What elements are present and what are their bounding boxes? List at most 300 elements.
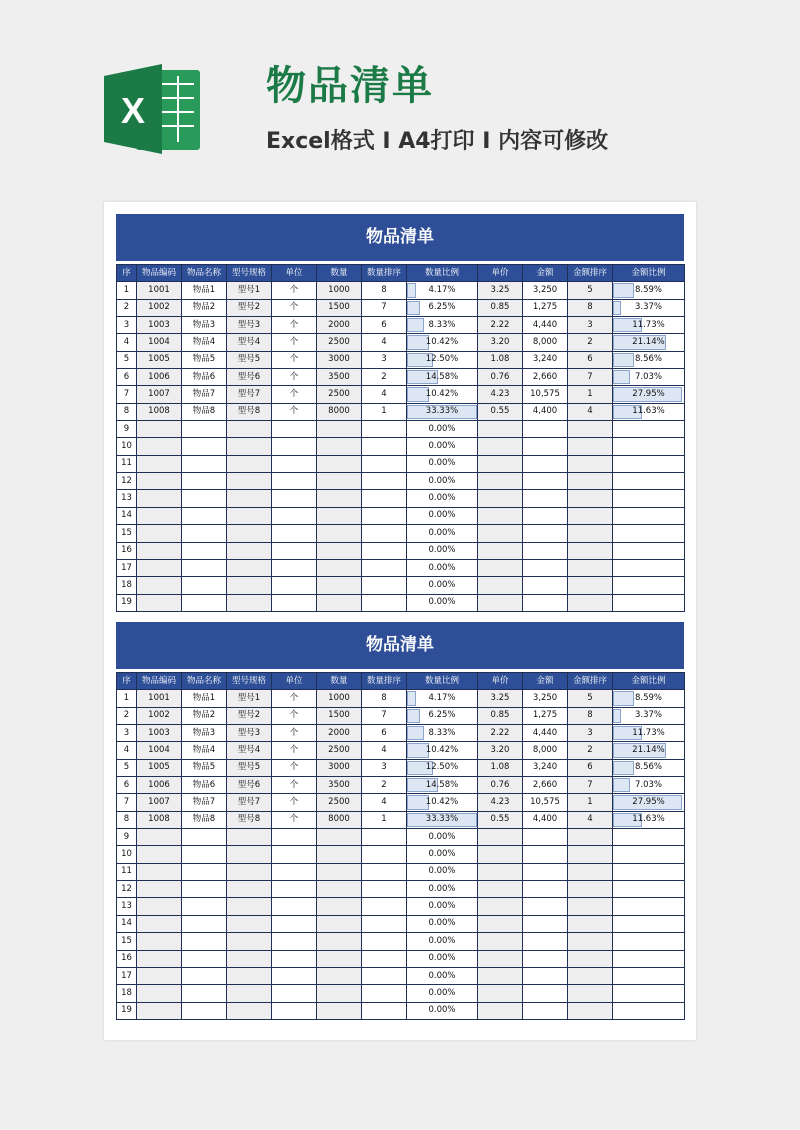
cell-amt-ratio[interactable] <box>613 759 685 776</box>
cell-amt-rank[interactable]: 6 <box>568 759 613 776</box>
cell-amt-rank[interactable] <box>568 473 613 490</box>
cell-amt-ratio[interactable] <box>613 542 685 559</box>
cell-amt-ratio[interactable] <box>613 577 685 594</box>
cell-qty-ratio[interactable] <box>407 317 478 334</box>
cell-model[interactable]: 型号6 <box>227 369 272 386</box>
cell-qty[interactable]: 2500 <box>317 334 362 351</box>
cell-price[interactable]: 4.23 <box>478 386 523 403</box>
cell-price[interactable] <box>478 985 523 1002</box>
cell-name[interactable]: 物品4 <box>182 334 227 351</box>
cell-qty[interactable]: 3500 <box>317 777 362 794</box>
cell-name[interactable]: 物品4 <box>182 742 227 759</box>
cell-qty[interactable] <box>317 933 362 950</box>
cell-amount[interactable]: 1,275 <box>523 707 568 724</box>
cell-qty-ratio[interactable] <box>407 846 478 863</box>
cell-amt-ratio[interactable] <box>613 421 685 438</box>
cell-unit[interactable]: 个 <box>272 282 317 299</box>
cell-qty-ratio[interactable] <box>407 742 478 759</box>
cell-qty-ratio[interactable] <box>407 282 478 299</box>
cell-code[interactable]: 1001 <box>137 282 182 299</box>
cell-qty-rank[interactable] <box>362 473 407 490</box>
cell-amt-ratio[interactable] <box>613 777 685 794</box>
cell-qty-rank[interactable]: 6 <box>362 725 407 742</box>
cell-price[interactable] <box>478 577 523 594</box>
cell-qty[interactable]: 3500 <box>317 369 362 386</box>
cell-unit[interactable] <box>272 455 317 472</box>
cell-qty[interactable] <box>317 881 362 898</box>
cell-amount[interactable] <box>523 829 568 846</box>
cell-amount[interactable]: 2,660 <box>523 777 568 794</box>
cell-qty-ratio[interactable] <box>407 933 478 950</box>
cell-model[interactable] <box>227 525 272 542</box>
cell-qty-rank[interactable]: 4 <box>362 386 407 403</box>
cell-amt-rank[interactable] <box>568 898 613 915</box>
cell-model[interactable]: 型号5 <box>227 351 272 368</box>
cell-amt-ratio[interactable] <box>613 525 685 542</box>
cell-qty-ratio[interactable] <box>407 707 478 724</box>
cell-qty-rank[interactable]: 2 <box>362 369 407 386</box>
cell-amt-ratio[interactable] <box>613 881 685 898</box>
cell-amount[interactable]: 10,575 <box>523 386 568 403</box>
cell-code[interactable]: 1003 <box>137 725 182 742</box>
cell-name[interactable] <box>182 559 227 576</box>
cell-price[interactable]: 0.55 <box>478 403 523 420</box>
cell-amt-rank[interactable]: 5 <box>568 282 613 299</box>
cell-model[interactable] <box>227 881 272 898</box>
cell-code[interactable]: 1003 <box>137 317 182 334</box>
cell-model[interactable] <box>227 473 272 490</box>
cell-code[interactable] <box>137 1002 182 1019</box>
cell-unit[interactable]: 个 <box>272 777 317 794</box>
cell-price[interactable]: 0.55 <box>478 811 523 828</box>
cell-price[interactable] <box>478 915 523 932</box>
cell-no[interactable]: 9 <box>117 829 137 846</box>
cell-price[interactable] <box>478 898 523 915</box>
cell-no[interactable]: 12 <box>117 473 137 490</box>
cell-code[interactable]: 1007 <box>137 794 182 811</box>
cell-model[interactable]: 型号4 <box>227 742 272 759</box>
cell-amt-ratio[interactable] <box>613 846 685 863</box>
cell-qty[interactable] <box>317 542 362 559</box>
cell-no[interactable]: 4 <box>117 742 137 759</box>
cell-name[interactable] <box>182 933 227 950</box>
cell-code[interactable]: 1008 <box>137 811 182 828</box>
cell-qty[interactable]: 3000 <box>317 759 362 776</box>
cell-no[interactable]: 1 <box>117 282 137 299</box>
cell-qty[interactable] <box>317 985 362 1002</box>
cell-no[interactable]: 5 <box>117 351 137 368</box>
cell-amount[interactable] <box>523 490 568 507</box>
cell-amount[interactable] <box>523 559 568 576</box>
cell-model[interactable] <box>227 542 272 559</box>
cell-amount[interactable]: 4,440 <box>523 317 568 334</box>
cell-qty[interactable] <box>317 594 362 611</box>
cell-name[interactable]: 物品1 <box>182 690 227 707</box>
cell-qty[interactable] <box>317 1002 362 1019</box>
cell-no[interactable]: 15 <box>117 933 137 950</box>
cell-amount[interactable] <box>523 898 568 915</box>
cell-amount[interactable] <box>523 455 568 472</box>
cell-qty-rank[interactable]: 8 <box>362 690 407 707</box>
cell-qty-rank[interactable] <box>362 985 407 1002</box>
cell-qty-ratio[interactable] <box>407 559 478 576</box>
cell-amount[interactable] <box>523 933 568 950</box>
cell-qty[interactable] <box>317 455 362 472</box>
cell-no[interactable]: 8 <box>117 403 137 420</box>
cell-qty-rank[interactable] <box>362 594 407 611</box>
cell-model[interactable] <box>227 967 272 984</box>
cell-qty[interactable] <box>317 525 362 542</box>
cell-amt-ratio[interactable] <box>613 829 685 846</box>
cell-code[interactable]: 1002 <box>137 707 182 724</box>
cell-amount[interactable] <box>523 473 568 490</box>
cell-unit[interactable] <box>272 542 317 559</box>
cell-qty-rank[interactable]: 7 <box>362 707 407 724</box>
cell-amount[interactable] <box>523 525 568 542</box>
cell-qty[interactable]: 2000 <box>317 317 362 334</box>
cell-code[interactable]: 1004 <box>137 334 182 351</box>
cell-price[interactable] <box>478 950 523 967</box>
cell-amt-rank[interactable] <box>568 846 613 863</box>
cell-amt-rank[interactable] <box>568 421 613 438</box>
cell-code[interactable] <box>137 881 182 898</box>
cell-qty-rank[interactable]: 1 <box>362 403 407 420</box>
cell-qty-rank[interactable] <box>362 967 407 984</box>
cell-code[interactable] <box>137 455 182 472</box>
cell-no[interactable]: 13 <box>117 898 137 915</box>
cell-qty-ratio[interactable] <box>407 725 478 742</box>
cell-no[interactable]: 1 <box>117 690 137 707</box>
cell-qty[interactable]: 2500 <box>317 742 362 759</box>
cell-amt-rank[interactable] <box>568 829 613 846</box>
cell-qty-rank[interactable]: 7 <box>362 299 407 316</box>
cell-qty-rank[interactable] <box>362 455 407 472</box>
cell-amount[interactable]: 8,000 <box>523 742 568 759</box>
cell-unit[interactable]: 个 <box>272 334 317 351</box>
cell-qty-rank[interactable] <box>362 438 407 455</box>
cell-amt-ratio[interactable] <box>613 351 685 368</box>
cell-qty[interactable] <box>317 950 362 967</box>
cell-code[interactable] <box>137 473 182 490</box>
cell-qty[interactable] <box>317 829 362 846</box>
cell-qty-ratio[interactable] <box>407 542 478 559</box>
cell-qty-ratio[interactable] <box>407 421 478 438</box>
cell-price[interactable] <box>478 846 523 863</box>
cell-unit[interactable] <box>272 829 317 846</box>
cell-code[interactable]: 1002 <box>137 299 182 316</box>
cell-code[interactable]: 1007 <box>137 386 182 403</box>
cell-amt-rank[interactable]: 8 <box>568 299 613 316</box>
cell-code[interactable] <box>137 507 182 524</box>
cell-amount[interactable]: 3,240 <box>523 351 568 368</box>
cell-qty-rank[interactable]: 2 <box>362 777 407 794</box>
cell-unit[interactable] <box>272 1002 317 1019</box>
cell-unit[interactable]: 个 <box>272 403 317 420</box>
cell-qty-ratio[interactable] <box>407 386 478 403</box>
cell-amt-rank[interactable]: 8 <box>568 707 613 724</box>
cell-amt-ratio[interactable] <box>613 967 685 984</box>
cell-qty-ratio[interactable] <box>407 403 478 420</box>
cell-no[interactable]: 11 <box>117 455 137 472</box>
cell-code[interactable]: 1004 <box>137 742 182 759</box>
cell-no[interactable]: 11 <box>117 863 137 880</box>
cell-amt-ratio[interactable] <box>613 386 685 403</box>
cell-model[interactable]: 型号2 <box>227 299 272 316</box>
cell-amount[interactable] <box>523 915 568 932</box>
cell-model[interactable] <box>227 933 272 950</box>
cell-qty[interactable]: 8000 <box>317 811 362 828</box>
cell-amt-rank[interactable]: 3 <box>568 317 613 334</box>
cell-amt-rank[interactable] <box>568 1002 613 1019</box>
cell-qty-ratio[interactable] <box>407 811 478 828</box>
cell-price[interactable]: 0.76 <box>478 777 523 794</box>
cell-model[interactable] <box>227 846 272 863</box>
cell-code[interactable] <box>137 829 182 846</box>
cell-qty[interactable] <box>317 473 362 490</box>
cell-qty-ratio[interactable] <box>407 759 478 776</box>
cell-unit[interactable] <box>272 933 317 950</box>
cell-unit[interactable]: 个 <box>272 351 317 368</box>
cell-model[interactable]: 型号8 <box>227 403 272 420</box>
cell-qty-ratio[interactable] <box>407 690 478 707</box>
cell-amt-ratio[interactable] <box>613 317 685 334</box>
cell-model[interactable] <box>227 577 272 594</box>
cell-qty[interactable] <box>317 490 362 507</box>
cell-qty[interactable]: 1500 <box>317 707 362 724</box>
cell-amt-ratio[interactable] <box>613 1002 685 1019</box>
cell-unit[interactable]: 个 <box>272 794 317 811</box>
cell-model[interactable]: 型号5 <box>227 759 272 776</box>
cell-model[interactable] <box>227 490 272 507</box>
cell-name[interactable]: 物品1 <box>182 282 227 299</box>
cell-qty-ratio[interactable] <box>407 507 478 524</box>
cell-qty[interactable]: 1500 <box>317 299 362 316</box>
cell-price[interactable]: 2.22 <box>478 317 523 334</box>
cell-price[interactable]: 3.25 <box>478 690 523 707</box>
cell-amt-rank[interactable]: 4 <box>568 403 613 420</box>
cell-no[interactable]: 8 <box>117 811 137 828</box>
cell-code[interactable]: 1006 <box>137 777 182 794</box>
cell-name[interactable]: 物品2 <box>182 299 227 316</box>
cell-model[interactable]: 型号1 <box>227 690 272 707</box>
cell-amt-rank[interactable] <box>568 455 613 472</box>
cell-unit[interactable] <box>272 473 317 490</box>
cell-model[interactable] <box>227 985 272 1002</box>
cell-amount[interactable]: 3,250 <box>523 282 568 299</box>
cell-qty-ratio[interactable] <box>407 525 478 542</box>
cell-name[interactable] <box>182 455 227 472</box>
cell-qty-rank[interactable] <box>362 525 407 542</box>
cell-qty-rank[interactable] <box>362 863 407 880</box>
cell-qty-rank[interactable] <box>362 577 407 594</box>
cell-qty[interactable]: 2500 <box>317 386 362 403</box>
cell-name[interactable] <box>182 577 227 594</box>
cell-qty[interactable] <box>317 915 362 932</box>
cell-amt-ratio[interactable] <box>613 742 685 759</box>
cell-no[interactable]: 18 <box>117 985 137 1002</box>
cell-qty-rank[interactable] <box>362 1002 407 1019</box>
cell-unit[interactable] <box>272 915 317 932</box>
cell-unit[interactable] <box>272 950 317 967</box>
cell-amt-rank[interactable]: 2 <box>568 334 613 351</box>
cell-unit[interactable] <box>272 967 317 984</box>
cell-qty-rank[interactable] <box>362 490 407 507</box>
cell-name[interactable]: 物品7 <box>182 794 227 811</box>
cell-name[interactable] <box>182 881 227 898</box>
cell-amt-ratio[interactable] <box>613 282 685 299</box>
cell-price[interactable]: 1.08 <box>478 759 523 776</box>
cell-qty[interactable]: 2500 <box>317 794 362 811</box>
cell-name[interactable] <box>182 507 227 524</box>
cell-model[interactable]: 型号8 <box>227 811 272 828</box>
cell-amt-ratio[interactable] <box>613 933 685 950</box>
cell-no[interactable]: 12 <box>117 881 137 898</box>
cell-price[interactable] <box>478 829 523 846</box>
cell-qty-ratio[interactable] <box>407 915 478 932</box>
cell-amt-ratio[interactable] <box>613 490 685 507</box>
cell-name[interactable] <box>182 490 227 507</box>
cell-no[interactable]: 15 <box>117 525 137 542</box>
cell-model[interactable] <box>227 898 272 915</box>
cell-amt-rank[interactable] <box>568 438 613 455</box>
cell-amt-ratio[interactable] <box>613 950 685 967</box>
cell-qty-ratio[interactable] <box>407 369 478 386</box>
cell-amt-ratio[interactable] <box>613 811 685 828</box>
cell-price[interactable]: 4.23 <box>478 794 523 811</box>
cell-model[interactable] <box>227 950 272 967</box>
cell-name[interactable] <box>182 594 227 611</box>
cell-name[interactable] <box>182 421 227 438</box>
cell-amt-rank[interactable]: 1 <box>568 794 613 811</box>
cell-qty-ratio[interactable] <box>407 794 478 811</box>
cell-amount[interactable] <box>523 542 568 559</box>
cell-code[interactable]: 1005 <box>137 351 182 368</box>
cell-unit[interactable]: 个 <box>272 317 317 334</box>
cell-code[interactable]: 1006 <box>137 369 182 386</box>
cell-unit[interactable] <box>272 507 317 524</box>
cell-amount[interactable] <box>523 967 568 984</box>
cell-qty-rank[interactable] <box>362 507 407 524</box>
cell-model[interactable]: 型号3 <box>227 725 272 742</box>
cell-no[interactable]: 2 <box>117 707 137 724</box>
cell-qty-rank[interactable]: 8 <box>362 282 407 299</box>
cell-unit[interactable] <box>272 898 317 915</box>
cell-qty-rank[interactable] <box>362 915 407 932</box>
cell-qty-rank[interactable] <box>362 542 407 559</box>
cell-model[interactable] <box>227 438 272 455</box>
cell-amt-ratio[interactable] <box>613 690 685 707</box>
cell-name[interactable] <box>182 525 227 542</box>
cell-code[interactable]: 1005 <box>137 759 182 776</box>
cell-amt-ratio[interactable] <box>613 863 685 880</box>
cell-code[interactable] <box>137 438 182 455</box>
cell-code[interactable] <box>137 525 182 542</box>
cell-amt-rank[interactable] <box>568 507 613 524</box>
cell-name[interactable] <box>182 863 227 880</box>
cell-no[interactable]: 13 <box>117 490 137 507</box>
cell-name[interactable]: 物品6 <box>182 777 227 794</box>
cell-qty[interactable]: 2000 <box>317 725 362 742</box>
cell-no[interactable]: 3 <box>117 317 137 334</box>
cell-price[interactable] <box>478 542 523 559</box>
cell-unit[interactable]: 个 <box>272 725 317 742</box>
cell-amt-ratio[interactable] <box>613 559 685 576</box>
cell-qty-rank[interactable]: 4 <box>362 742 407 759</box>
cell-no[interactable]: 10 <box>117 846 137 863</box>
cell-unit[interactable]: 个 <box>272 707 317 724</box>
cell-no[interactable]: 6 <box>117 369 137 386</box>
cell-no[interactable]: 4 <box>117 334 137 351</box>
cell-code[interactable] <box>137 577 182 594</box>
cell-amt-rank[interactable]: 2 <box>568 742 613 759</box>
cell-name[interactable]: 物品8 <box>182 403 227 420</box>
cell-amt-rank[interactable] <box>568 863 613 880</box>
cell-amt-ratio[interactable] <box>613 403 685 420</box>
cell-qty-ratio[interactable] <box>407 881 478 898</box>
cell-model[interactable]: 型号4 <box>227 334 272 351</box>
cell-amount[interactable] <box>523 950 568 967</box>
cell-amount[interactable]: 10,575 <box>523 794 568 811</box>
cell-name[interactable]: 物品3 <box>182 317 227 334</box>
cell-name[interactable] <box>182 1002 227 1019</box>
cell-model[interactable] <box>227 863 272 880</box>
cell-qty-ratio[interactable] <box>407 898 478 915</box>
cell-no[interactable]: 16 <box>117 542 137 559</box>
cell-qty-rank[interactable] <box>362 950 407 967</box>
cell-code[interactable] <box>137 915 182 932</box>
cell-code[interactable] <box>137 985 182 1002</box>
cell-qty-rank[interactable] <box>362 881 407 898</box>
cell-amt-ratio[interactable] <box>613 334 685 351</box>
cell-amt-rank[interactable]: 7 <box>568 369 613 386</box>
cell-no[interactable]: 19 <box>117 1002 137 1019</box>
cell-name[interactable] <box>182 542 227 559</box>
cell-amount[interactable]: 4,400 <box>523 403 568 420</box>
cell-price[interactable] <box>478 473 523 490</box>
cell-qty-ratio[interactable] <box>407 299 478 316</box>
cell-no[interactable]: 18 <box>117 577 137 594</box>
cell-qty-ratio[interactable] <box>407 950 478 967</box>
cell-name[interactable] <box>182 985 227 1002</box>
cell-unit[interactable]: 个 <box>272 369 317 386</box>
cell-amount[interactable]: 3,240 <box>523 759 568 776</box>
cell-qty-rank[interactable]: 6 <box>362 317 407 334</box>
cell-model[interactable]: 型号6 <box>227 777 272 794</box>
cell-no[interactable]: 6 <box>117 777 137 794</box>
cell-name[interactable] <box>182 846 227 863</box>
cell-no[interactable]: 9 <box>117 421 137 438</box>
cell-price[interactable]: 3.20 <box>478 334 523 351</box>
cell-qty-ratio[interactable] <box>407 967 478 984</box>
cell-unit[interactable] <box>272 881 317 898</box>
cell-model[interactable] <box>227 829 272 846</box>
cell-qty[interactable]: 3000 <box>317 351 362 368</box>
cell-qty-rank[interactable] <box>362 559 407 576</box>
cell-price[interactable]: 0.85 <box>478 707 523 724</box>
cell-qty[interactable]: 1000 <box>317 282 362 299</box>
cell-unit[interactable]: 个 <box>272 742 317 759</box>
cell-price[interactable]: 3.20 <box>478 742 523 759</box>
cell-qty[interactable]: 1000 <box>317 690 362 707</box>
cell-qty-ratio[interactable] <box>407 351 478 368</box>
cell-name[interactable] <box>182 829 227 846</box>
cell-qty-rank[interactable] <box>362 829 407 846</box>
cell-amt-rank[interactable]: 3 <box>568 725 613 742</box>
cell-code[interactable] <box>137 594 182 611</box>
cell-amt-ratio[interactable] <box>613 594 685 611</box>
cell-no[interactable]: 17 <box>117 559 137 576</box>
cell-amt-rank[interactable] <box>568 542 613 559</box>
